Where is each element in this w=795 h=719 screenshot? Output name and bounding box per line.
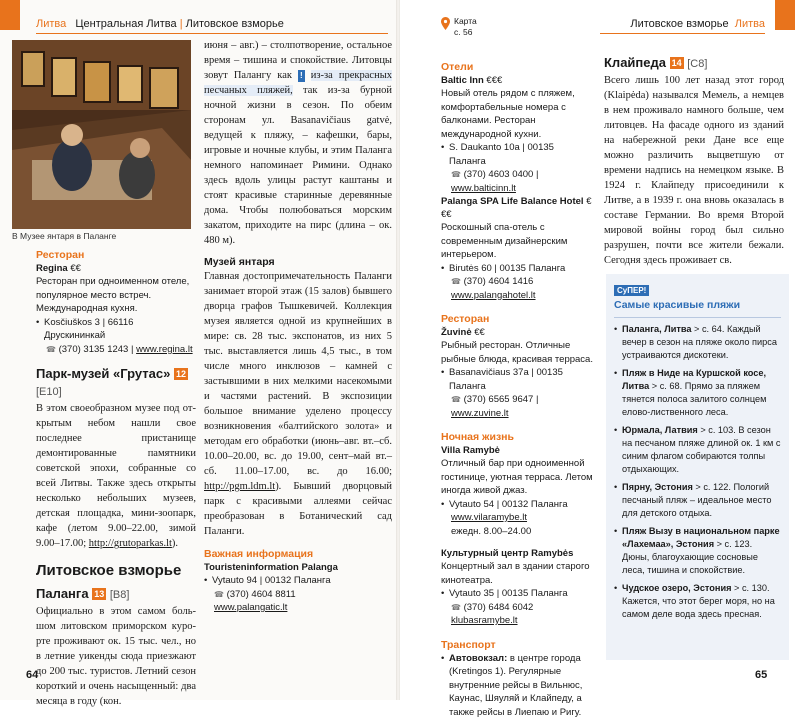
park-website-link[interactable]: http://grutoparkas.lt (89, 538, 172, 549)
phone-icon: ☎ (214, 590, 224, 599)
header-country-right: Литва (735, 18, 765, 30)
bus-station-label: Автовокзал: (449, 653, 507, 664)
hotel-1-name-text: Baltic Inn (441, 75, 484, 86)
villa-ramybe-address: • Vytauto 54 | 00132 Паланга (441, 498, 593, 512)
villa-ramybe-name: Villa Ramybė (441, 444, 593, 457)
right-running-header (600, 18, 765, 34)
super-item-2-text: > с. 68. Прямо за пляжем тянется полоса залитого солнцем елово-лиственного леса. (622, 381, 766, 417)
super-item-1 (614, 323, 781, 362)
park-body-end: ). (172, 538, 178, 549)
super-item-2-title: Пляж в Ниде на Куршской косе, Литва (622, 368, 766, 391)
zuvine-price: €€ (474, 327, 485, 338)
restaurant-name (36, 262, 196, 275)
left-column-2 (204, 38, 392, 663)
header-region-1: Центральная Литва (75, 18, 176, 30)
klaipeda-badge: 14 (670, 57, 684, 69)
hotel-2-price: €€€ (441, 196, 591, 220)
ramybes-center-website-link[interactable]: klubasramybe.lt (441, 614, 593, 628)
super-item-1-title: Паланга, Литва (622, 324, 691, 334)
header-region-right: Литовское взморье (630, 18, 728, 30)
super-item-1-text: > с. 64. Каждый вечер в сезон на пляже около пирса устраиваются дискотеки. (622, 324, 777, 360)
header-separator: | (180, 18, 183, 30)
restaurant-phone: (370) 3135 1243 (59, 344, 129, 355)
amber-body-text-2: ). Бывший дворцовый парк с красивыми аллеями сейчас преобразован в Ботанический сад Паланги. (204, 481, 392, 537)
super-item-4 (614, 481, 781, 520)
super-item-3-title: Юрмала, Латвия (622, 425, 698, 435)
tourist-info-website-link[interactable]: www.palangatic.lt (204, 601, 392, 615)
zuvine-desc: Рыбный ресторан. Отличные рыбные блюда, красивая терраса. (441, 339, 593, 366)
ramybes-center-phone-row (441, 601, 593, 615)
right-orange-tab (775, 0, 795, 30)
hotel-2-phone-row (441, 275, 593, 289)
super-item-5-text: > с. 123. Дюны, благоухающие сосновые леса, тишина и спокойствие. (622, 539, 758, 575)
zuvine-name-text: Žuvinė (441, 327, 472, 338)
super-beaches-box (606, 274, 789, 660)
super-tag: СуПЕР! (614, 285, 649, 296)
tourist-info-name: Touristeninformation Palanga (204, 561, 392, 574)
super-item-2 (614, 367, 781, 419)
hotel-2-name (441, 195, 593, 221)
hotel-2-desc: Роскошный спа-отель с современным дизайнерским интерьером. (441, 221, 593, 262)
palanga-continued (204, 38, 392, 248)
park-grid-ref: [E10] (36, 386, 62, 398)
park-body-text: В этом своеобразном музее под открытым небом нашли свое последнее пристанище демонтированные памятники советской эпохи, собранные со всей Литвы. Также здесь открыты несколько небольших музеев, детская площадка, мини-зоопарк, кафе (летом 9.00–22.00, зимой 9.00–17.00; (36, 403, 196, 549)
page-number-right: 65 (755, 669, 767, 681)
hotel-1-contacts: ☎ (370) 4603 0400 | www.balticinn.lt (441, 168, 593, 195)
zuvine-website-link[interactable]: www.zuvine.lt (451, 408, 509, 419)
phone-icon: ☎ (451, 603, 461, 612)
phone-icon: ☎ (451, 395, 461, 404)
map-pin-icon (441, 17, 450, 30)
super-item-5-title: Пляж Вызу в национальном парке «Лахемаа», Эстония (622, 526, 780, 549)
amber-museum-title: Музей янтаря (204, 255, 392, 269)
restaurant-name-text: Regina (36, 263, 68, 274)
tourist-info-address: • Vytauto 94 | 00132 Паланга (204, 574, 392, 588)
ramybes-center-phone: (370) 6484 6042 (464, 602, 534, 613)
seaside-title: Литовское взморье (36, 561, 196, 581)
left-orange-tab (0, 0, 20, 30)
villa-ramybe-hours: ежедн. 8.00–24.00 (441, 525, 593, 539)
klaipeda-title (604, 54, 784, 73)
zuvine-phone: (370) 6565 9647 (464, 394, 534, 405)
super-item-6-text: > с. 130. Кажется, что этот берег моря, но на самом деле вода здесь пресная. (622, 583, 775, 619)
bus-station-info (441, 652, 593, 719)
restaurant-description: Ресторан при одноименном отеле, популярное место встреч. Международная кухня. (36, 275, 196, 316)
palanga-continued-kak: как (277, 70, 292, 81)
restaurant-address: • Kosčiuškos 3 | 66116 Друскининкай (36, 316, 196, 343)
page-number-left: 64 (26, 669, 38, 681)
header-region-2: Литовское взморье (186, 18, 284, 30)
hotel-1-name (441, 74, 593, 87)
restaurant-contacts: ☎ (370) 3135 1243 | www.regina.lt (36, 343, 196, 357)
ramybes-center-desc: Концертный зал в здании старого кинотеатра. (441, 560, 593, 587)
super-item-3-text: > с. 103. В сезон на песчаном пляже длиной ок. 1 км с синим флагом собираются толпы отдыхающих. (622, 425, 780, 474)
header-country: Литва (36, 18, 66, 30)
amber-museum-link[interactable]: http://pgm.ldm.lt (204, 481, 275, 492)
super-item-3 (614, 424, 781, 476)
palanga-title-text: Паланга (36, 586, 89, 601)
right-column-1 (441, 60, 593, 665)
super-item-4-title: Пярну, Эстония (622, 482, 693, 492)
important-info-title: Важная информация (204, 547, 392, 561)
highlighted-text: из-за прекрасных песчаных пляжей, (204, 70, 392, 96)
restaurant-price: €€ (70, 263, 81, 274)
park-title-text: Парк-музей «Грутас» (36, 366, 170, 381)
park-title (36, 365, 196, 401)
zuvine-address: • Basanavičiaus 37a | 00135 Паланга (441, 366, 593, 393)
hotel-2-address: • Birutės 60 | 00135 Паланга (441, 262, 593, 276)
palanga-continued-text-2: так из-за бурной ночной жизни в сезон. По обеим сторонам ул. Basanavičiaus gatvė, ведущей к пляжу, – кафешки, бары, игровые и ночные клубы, и этим Паланга немного напоминает Римини. Однако здесь вдоль улицы растут каштаны и стоят красивые старинные деревянные дома. Чтобы полюбоваться морским закатом, приходите на пирс (длина – ок. 480 м). (204, 85, 392, 246)
park-body (36, 401, 196, 551)
palanga-body: Официально в этом самом большом литовском приморском курорте проживают ок. 15 тыс. чел., но в летние уикенды сюда приезжают до 200 тыс. туристов. Летний сезон короткий и очень насыщенный: два месяца в году (кон. (36, 604, 196, 709)
restaurant-section-title: Ресторан (36, 248, 196, 262)
map-ref-label: Карта (454, 16, 477, 27)
hotel-1-phone: (370) 4603 0400 (464, 169, 534, 180)
tourist-info-phone-row (204, 588, 392, 602)
note-marker-icon: ! (298, 70, 305, 82)
phone-icon: ☎ (46, 345, 56, 354)
super-item-6 (614, 582, 781, 621)
left-column-1 (36, 248, 196, 668)
photo-caption: В Музее янтаря в Паланге (12, 231, 116, 241)
super-item-4-text: > с. 122. Пологий песчаный пляж – идеальное место для детского отдыха. (622, 482, 771, 518)
hotel-1-address: • S. Daukanto 10a | 00135 Паланга (441, 141, 593, 168)
hotel-1-website-link[interactable]: www.balticinn.lt (451, 183, 516, 194)
zuvine-name (441, 326, 593, 339)
klaipeda-grid-ref: [C8] (687, 58, 707, 70)
palanga-title (36, 585, 196, 604)
klaipeda-body: Всего лишь 100 лет назад этот город (Klaipėda) назывался Мемель, а немцев в нем проживало намного больше, чем литовцев. На фасаде одного из зданий на набережной реки Дане все еще можно различить выцветшую от времени надпись на немецком языке. В 1924 г. Клайпеду присоединили к Литве, а в 1939 г. она вновь оказалась в составе Германии. Во время Второй мировой войны город был сильно разрушен, почти все жители бежали. Сегодня здесь проживает св. (604, 73, 784, 268)
map-ref-page: с. 56 (454, 27, 477, 38)
super-item-6-title: Чудское озеро, Эстония (622, 583, 731, 593)
left-running-header (36, 18, 388, 34)
ramybes-center-name: Культурный центр Ramybės (441, 547, 593, 560)
palanga-continued-text: июня – авг.) – столпотворение, остальное время – тишина и спокойствие. Литовцы зовут Палангу (204, 40, 392, 81)
transport-section-title: Транспорт (441, 638, 593, 652)
phone-icon: ☎ (451, 277, 461, 286)
phone-icon: ☎ (451, 170, 461, 179)
zuvine-contacts: ☎ (370) 6565 9647 | www.zuvine.lt (441, 393, 593, 420)
hotel-2-website-link[interactable]: www.palangahotel.lt (441, 289, 593, 303)
hotels-section-title: Отели (441, 60, 593, 74)
hotel-2-name-text: Palanga SPA Life Balance Hotel (441, 196, 584, 207)
book-gutter (396, 0, 400, 700)
ramybes-center-address: • Vytauto 35 | 00135 Паланга (441, 587, 593, 601)
hotel-1-price: €€€ (486, 75, 502, 86)
nightlife-section-title: Ночная жизнь (441, 430, 593, 444)
right-restaurant-section-title: Ресторан (441, 312, 593, 326)
villa-ramybe-website-link[interactable]: www.vilaramybe.lt (441, 511, 593, 525)
amber-body-text: Главная достопримечательность Паланги занимает второй этаж (15 залов) бывшего дворца графов Тышкевичей. Коллекция музея является одной из крупнейших в мире: св. 28 тыс. экспонатов, из них 5 тыс. выставляется лишь 4,5 тыс., в том числе много инклюзов – камней с застывшими в них мелкими насекомыми и частями растений. В экспозиции большое внимание уделено процессу возникновения «балтийского золота» и методам его обработки (июнь–авг. вт.–сб. 10.00–20.00, вс. до 19.00, сент–май вт.–сб. 11.00–17.00, вс. до 16.00; (204, 271, 392, 477)
bus-station-text: в центре города (Kretingos 1). Регулярные внутренние рейсы в Вильнюс, Каунас, Шяуляй и Клайпеду, а также рейсы в Лиепаю и Ригу. (449, 653, 582, 718)
super-item-5 (614, 525, 781, 577)
villa-ramybe-desc: Отличный бар при одноименной гостинице, уютная терраса. Летом иногда живой джаз. (441, 457, 593, 498)
right-column-2 (604, 54, 784, 270)
palanga-grid-ref: [B8] (110, 589, 130, 601)
palanga-badge: 13 (92, 588, 106, 600)
super-box-title: Самые красивые пляжи (614, 298, 781, 312)
tourist-info-phone: (370) 4604 8811 (227, 589, 296, 600)
park-badge: 12 (174, 368, 188, 380)
amber-museum-photo (12, 40, 191, 229)
restaurant-website-link[interactable]: www.regina.lt (136, 344, 193, 355)
map-reference[interactable] (454, 16, 477, 38)
klaipeda-title-text: Клайпеда (604, 55, 666, 70)
amber-museum-body (204, 269, 392, 539)
hotel-2-phone: (370) 4604 1416 (464, 276, 534, 287)
hotel-1-desc: Новый отель рядом с пляжем, комфортабельные номера с балконами. Ресторан международной кухни. (441, 87, 593, 141)
